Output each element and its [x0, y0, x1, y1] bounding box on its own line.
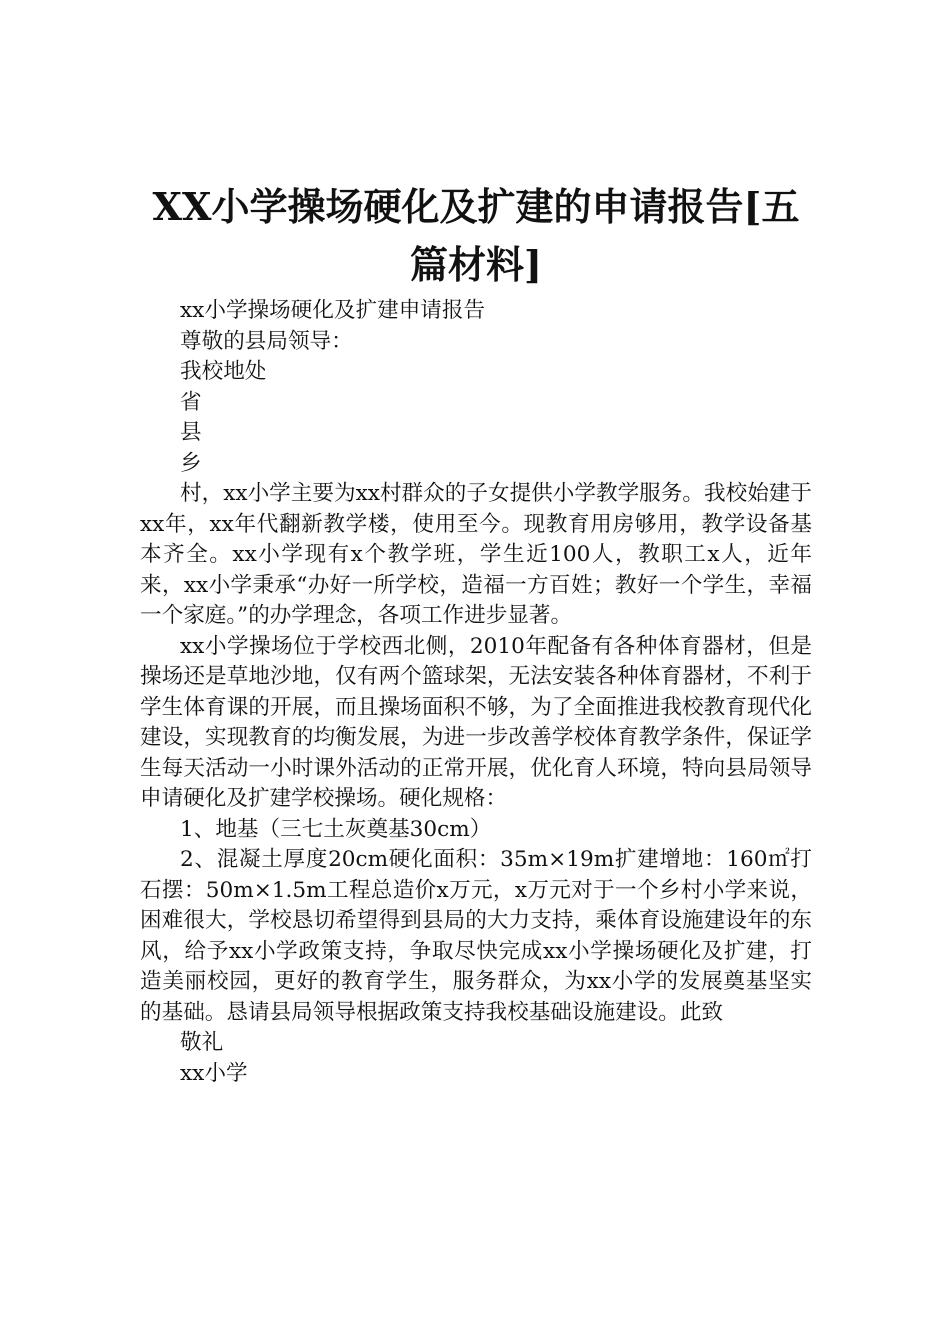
paragraph-township: 乡	[180, 450, 202, 476]
paragraph-county: 县	[180, 420, 202, 445]
paragraph-school-overview: 村，xx小学主要为xx村群众的子女提供小学教学服务。我校始建于xx年，xx年代翻新教学楼，使用至今。现教育用房够用，教学设备基本齐全。xx小学现有x个教学班，学生近100人，教职工x人，近年来，xx小学秉承“办好一所学校，造福一方百姓；教好一个学生，幸福一个家庭。”的办学理念，各项工作进步显著。	[140, 481, 812, 628]
paragraph-location-intro: 我校地处	[180, 359, 267, 384]
paragraph-spec-foundation: 1、地基（三七土灰奠基30cm）	[180, 816, 492, 842]
paragraph-regards: 敬礼	[180, 1030, 224, 1055]
document-body	[140, 296, 812, 1089]
document-title: XX小学操场硬化及扩建的申请报告[五篇材料]	[152, 184, 800, 287]
paragraph-salutation: 尊敬的县局领导：	[180, 328, 353, 354]
paragraph-playground-situation: xx小学操场位于学校西北侧，2010年配备有各种体育器材，但是操场还是草地沙地，仅有两个篮球架，无法安装各种体育器材，不利于学生体育课的开展，而且操场面积不够，为了全面推进我校教育现代化建设，实现教育的均衡发展，为进一步改善学校体育教学条件，保证学生每天活动一小时课外活动的正常开展，优化育人环境，特向县局领导申请硬化及扩建学校操场。硬化规格：	[140, 633, 812, 811]
paragraph-subject: xx小学操场硬化及扩建申请报告	[180, 298, 486, 323]
paragraph-signature: xx小学	[180, 1060, 248, 1086]
paragraph-spec-concrete: 2、混凝土厚度20cm硬化面积：35m×19m扩建增地：160㎡打石摆：50m×1.5m工程总造价x万元，x万元对于一个乡村小学来说，困难很大，学校恳切希望得到县局的大力支持，乘体育设施建设年的东风，给予xx小学政策支持，争取尽快完成xx小学操场硬化及扩建，打造美丽校园，更好的教育学生，服务群众，为xx小学的发展奠基坚实的基础。恳请县局领导根据政策支持我校基础设施建设。此致	[140, 847, 812, 1025]
paragraph-province: 省	[180, 389, 202, 415]
